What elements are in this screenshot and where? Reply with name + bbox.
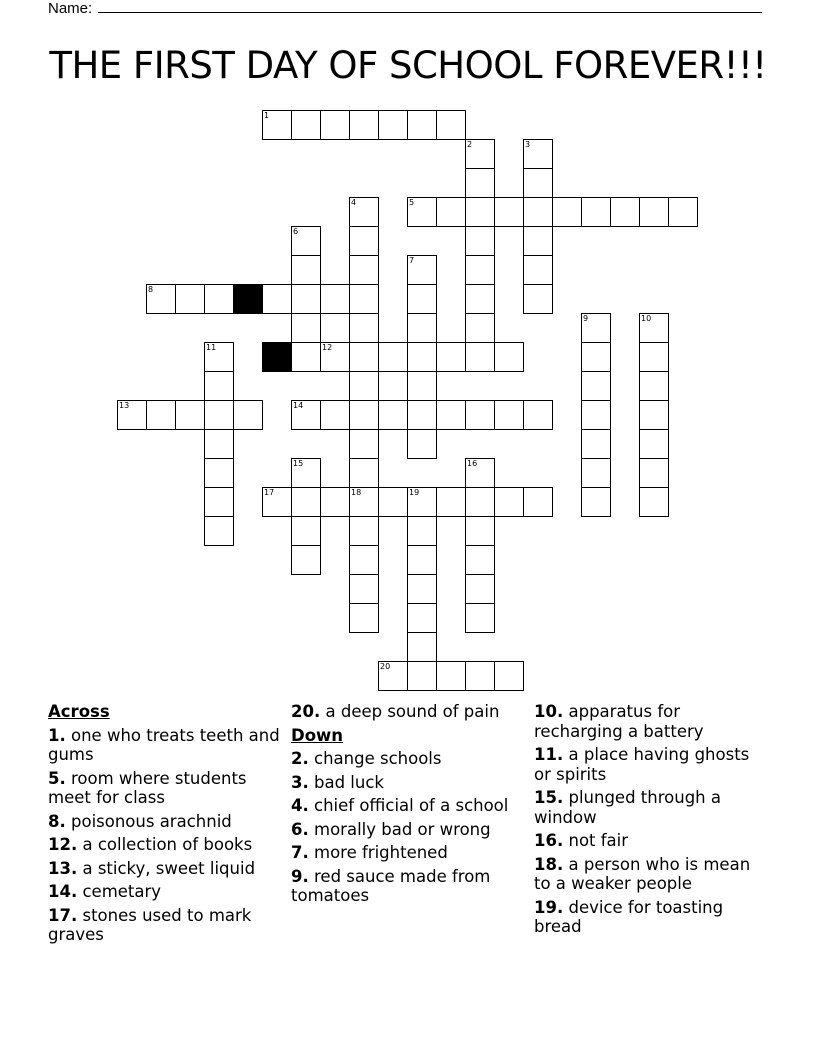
grid-cell[interactable]	[639, 197, 669, 227]
grid-cell[interactable]	[262, 487, 292, 517]
grid-cell[interactable]	[436, 342, 466, 372]
grid-cell[interactable]	[204, 429, 234, 459]
grid-cell[interactable]	[291, 313, 321, 343]
grid-cell[interactable]	[465, 574, 495, 604]
grid-cell[interactable]	[291, 110, 321, 140]
grid-cell[interactable]	[581, 458, 611, 488]
grid-cell[interactable]	[175, 284, 205, 314]
clue-number: 14	[293, 401, 304, 410]
clue-across-12: 12. a collection of books	[48, 835, 253, 854]
grid-cell[interactable]	[465, 313, 495, 343]
grid-cell[interactable]	[117, 400, 147, 430]
grid-cell[interactable]	[581, 400, 611, 430]
grid-cell[interactable]	[465, 661, 495, 691]
grid-cell[interactable]	[465, 255, 495, 285]
name-label: Name:	[48, 0, 93, 17]
grid-cell[interactable]	[378, 661, 408, 691]
clue-across-1: 1. one who treats teeth and gums	[48, 725, 280, 764]
grid-cell[interactable]	[349, 603, 379, 633]
grid-cell[interactable]	[639, 487, 669, 517]
grid-cell[interactable]	[320, 487, 350, 517]
clue-number: 20	[380, 662, 391, 671]
grid-cell[interactable]	[378, 110, 408, 140]
grid-cell[interactable]	[581, 197, 611, 227]
clue-down-19: 19. device for toasting bread	[534, 897, 724, 936]
grid-cell[interactable]	[291, 255, 321, 285]
clues-column-1	[48, 702, 280, 949]
grid-cell[interactable]	[639, 429, 669, 459]
grid-cell[interactable]	[349, 313, 379, 343]
clue-down-9: 9. red sauce made from tomatoes	[291, 866, 491, 905]
clue-number: 15	[293, 459, 304, 468]
grid-cell[interactable]	[262, 284, 292, 314]
grid-cell[interactable]	[291, 342, 321, 372]
grid-cell[interactable]	[523, 226, 553, 256]
clue-down-18: 18. a person who is mean to a weaker people	[534, 854, 751, 893]
grid-cell[interactable]	[320, 110, 350, 140]
clue-number: 17	[264, 488, 275, 497]
grid-cell[interactable]	[494, 342, 524, 372]
grid-cell[interactable]	[465, 400, 495, 430]
grid-cell[interactable]	[407, 487, 437, 517]
grid-cell[interactable]	[494, 661, 524, 691]
clue-number: 3	[525, 140, 531, 149]
clue-across-8: 8. poisonous arachnid	[48, 811, 232, 831]
across-heading: Across	[48, 702, 110, 721]
grid-cell[interactable]	[378, 400, 408, 430]
clue-across-17: 17. stones used to mark graves	[48, 905, 252, 944]
grid-cell[interactable]	[349, 110, 379, 140]
grid-cell[interactable]	[523, 284, 553, 314]
grid-cell[interactable]	[436, 661, 466, 691]
grid-cell[interactable]	[465, 168, 495, 198]
clue-number: 12	[322, 343, 333, 352]
grid-cell[interactable]	[349, 226, 379, 256]
grid-cell[interactable]	[349, 284, 379, 314]
grid-cell[interactable]	[494, 487, 524, 517]
blocked-cell	[233, 284, 263, 314]
grid-cell[interactable]	[204, 342, 234, 372]
grid-cell[interactable]	[436, 110, 466, 140]
grid-cell[interactable]	[494, 197, 524, 227]
clue-number: 2	[467, 140, 473, 149]
clue-down-11: 11. a place having ghosts or spirits	[534, 745, 750, 784]
grid-cell[interactable]	[407, 197, 437, 227]
clue-number: 19	[409, 488, 420, 497]
clue-down-2: 2. change schools	[291, 749, 442, 768]
grid-cell[interactable]	[204, 371, 234, 401]
clue-number: 11	[206, 343, 217, 352]
clue-across-13: 13. a sticky, sweet liquid	[48, 858, 256, 878]
clues-column-2	[291, 702, 523, 910]
grid-cell[interactable]	[378, 342, 408, 372]
clue-across-5: 5. room where students meet for class	[48, 768, 247, 807]
clue-down-7: 7. more frightened	[291, 843, 448, 862]
grid-cell[interactable]	[349, 487, 379, 517]
grid-cell[interactable]	[349, 255, 379, 285]
grid-cell[interactable]	[465, 603, 495, 633]
grid-cell[interactable]	[349, 342, 379, 372]
grid-cell[interactable]	[436, 400, 466, 430]
grid-cell[interactable]	[407, 313, 437, 343]
grid-cell[interactable]	[581, 429, 611, 459]
grid-cell[interactable]	[523, 487, 553, 517]
grid-cell[interactable]	[523, 168, 553, 198]
grid-cell[interactable]	[204, 284, 234, 314]
grid-cell[interactable]	[407, 574, 437, 604]
grid-cell[interactable]	[407, 284, 437, 314]
grid-cell[interactable]	[291, 458, 321, 488]
grid-cell[interactable]	[378, 487, 408, 517]
clue-across-20: 20. a deep sound of pain	[291, 702, 500, 721]
clue-number: 5	[409, 198, 415, 207]
grid-cell[interactable]	[320, 400, 350, 430]
grid-cell[interactable]	[407, 603, 437, 633]
grid-cell[interactable]	[581, 371, 611, 401]
grid-cell[interactable]	[291, 284, 321, 314]
grid-cell[interactable]	[291, 545, 321, 575]
clue-number: 9	[583, 314, 589, 323]
grid-cell[interactable]	[320, 342, 350, 372]
grid-cell[interactable]	[407, 632, 437, 662]
grid-cell[interactable]	[523, 255, 553, 285]
grid-cell[interactable]	[349, 429, 379, 459]
grid-cell[interactable]	[639, 371, 669, 401]
clue-down-15: 15. plunged through a window	[534, 788, 721, 827]
grid-cell[interactable]	[465, 226, 495, 256]
clue-number: 1	[264, 111, 270, 120]
grid-cell[interactable]	[639, 342, 669, 372]
grid-cell[interactable]	[523, 139, 553, 169]
clue-number: 8	[148, 285, 154, 294]
grid-cell[interactable]	[146, 284, 176, 314]
grid-cell[interactable]	[146, 400, 176, 430]
grid-cell[interactable]	[349, 197, 379, 227]
grid-cell[interactable]	[465, 139, 495, 169]
grid-cell[interactable]	[581, 342, 611, 372]
grid-cell[interactable]	[262, 110, 292, 140]
grid-cell[interactable]	[407, 545, 437, 575]
grid-cell[interactable]	[465, 516, 495, 546]
blocked-cell	[262, 342, 292, 372]
grid-cell[interactable]	[349, 516, 379, 546]
clue-number: 13	[119, 401, 130, 410]
grid-cell[interactable]	[320, 284, 350, 314]
grid-cell[interactable]	[204, 400, 234, 430]
clue-down-4: 4. chief official of a school	[291, 796, 509, 815]
clue-across-14: 14. cemetary	[48, 882, 162, 901]
grid-cell[interactable]	[175, 400, 205, 430]
grid-cell[interactable]	[639, 400, 669, 430]
grid-cell[interactable]	[610, 197, 640, 227]
grid-cell[interactable]	[291, 516, 321, 546]
grid-cell[interactable]	[523, 400, 553, 430]
clue-down-6: 6. morally bad or wrong	[291, 819, 491, 839]
clue-number: 16	[467, 459, 478, 468]
grid-cell[interactable]	[465, 487, 495, 517]
grid-cell[interactable]	[436, 197, 466, 227]
grid-cell[interactable]	[465, 458, 495, 488]
grid-cell[interactable]	[668, 197, 698, 227]
grid-cell[interactable]	[407, 661, 437, 691]
clue-down-16: 16. not fair	[534, 831, 629, 850]
grid-cell[interactable]	[349, 574, 379, 604]
grid-cell[interactable]	[407, 516, 437, 546]
clue-number: 6	[293, 227, 299, 236]
down-heading: Down	[291, 725, 344, 745]
grid-cell[interactable]	[204, 516, 234, 546]
clues-column-3	[534, 702, 766, 941]
clue-number: 18	[351, 488, 362, 497]
grid-cell[interactable]	[349, 458, 379, 488]
grid-cell[interactable]	[465, 284, 495, 314]
grid-cell[interactable]	[233, 400, 263, 430]
clue-down-10: 10. apparatus for recharging a battery	[534, 702, 704, 741]
grid-cell[interactable]	[349, 545, 379, 575]
grid-cell[interactable]	[407, 342, 437, 372]
grid-cell[interactable]	[407, 371, 437, 401]
grid-cell[interactable]	[436, 487, 466, 517]
grid-cell[interactable]	[465, 545, 495, 575]
grid-cell[interactable]	[291, 487, 321, 517]
grid-cell[interactable]	[407, 400, 437, 430]
grid-cell[interactable]	[204, 487, 234, 517]
grid-cell[interactable]	[465, 342, 495, 372]
grid-cell[interactable]	[581, 487, 611, 517]
grid-cell[interactable]	[639, 458, 669, 488]
grid-cell[interactable]	[552, 197, 582, 227]
grid-cell[interactable]	[639, 313, 669, 343]
grid-cell[interactable]	[349, 371, 379, 401]
grid-cell[interactable]	[494, 400, 524, 430]
grid-cell[interactable]	[523, 197, 553, 227]
clue-number: 4	[351, 198, 357, 207]
page-title: THE FIRST DAY OF SCHOOL FOREVER!!!	[49, 44, 767, 87]
grid-cell[interactable]	[291, 400, 321, 430]
grid-cell[interactable]	[465, 197, 495, 227]
clue-number: 10	[641, 314, 652, 323]
grid-cell[interactable]	[407, 110, 437, 140]
grid-cell[interactable]	[291, 226, 321, 256]
grid-cell[interactable]	[349, 400, 379, 430]
clue-down-3: 3. bad luck	[291, 772, 384, 792]
clue-number: 7	[409, 256, 415, 265]
grid-cell[interactable]	[407, 429, 437, 459]
grid-cell[interactable]	[581, 313, 611, 343]
grid-cell[interactable]	[407, 255, 437, 285]
grid-cell[interactable]	[204, 458, 234, 488]
